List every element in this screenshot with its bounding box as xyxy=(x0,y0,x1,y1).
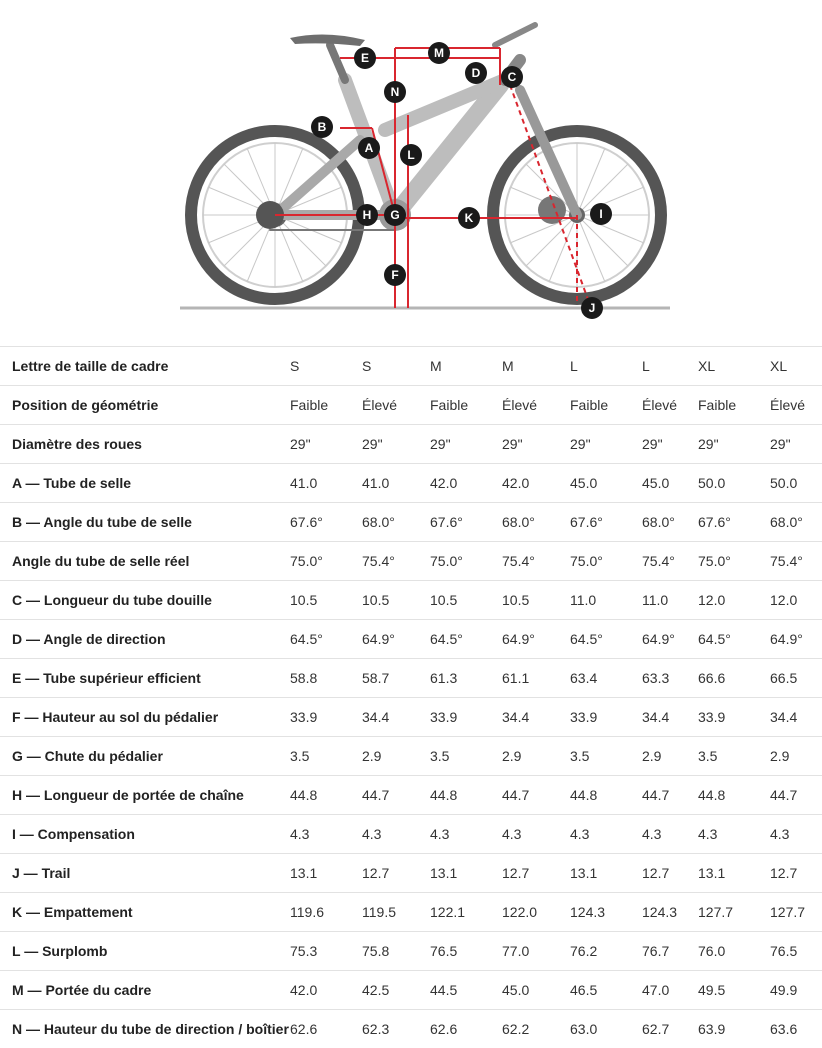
table-cell: 66.6 xyxy=(698,659,770,698)
table-cell: 58.8 xyxy=(290,659,362,698)
table-cell: 12.7 xyxy=(502,854,570,893)
table-cell: 2.9 xyxy=(770,737,822,776)
table-cell: 64.5° xyxy=(290,620,362,659)
table-cell: 64.9° xyxy=(502,620,570,659)
table-cell: 42.0 xyxy=(430,464,502,503)
table-row xyxy=(0,581,822,620)
table-cell: 13.1 xyxy=(430,854,502,893)
table-cell: 33.9 xyxy=(570,698,642,737)
table-row xyxy=(0,659,822,698)
row-label: B — Angle du tube de selle xyxy=(0,503,290,542)
bike-frame xyxy=(256,25,577,231)
table-cell: 75.8 xyxy=(362,932,430,971)
table-cell: 68.0° xyxy=(642,503,698,542)
table-cell: 68.0° xyxy=(362,503,430,542)
table-cell: 61.1 xyxy=(502,659,570,698)
marker-e-label: E xyxy=(361,51,369,65)
table-cell: 44.7 xyxy=(362,776,430,815)
table-row xyxy=(0,503,822,542)
table-cell: 4.3 xyxy=(290,815,362,854)
table-cell: 34.4 xyxy=(362,698,430,737)
table-cell: Faible xyxy=(430,386,502,425)
table-cell: 67.6° xyxy=(290,503,362,542)
table-cell: 64.9° xyxy=(362,620,430,659)
table-cell: 127.7 xyxy=(770,893,822,932)
bike-geometry-svg xyxy=(0,0,822,346)
table-cell: 44.8 xyxy=(570,776,642,815)
table-cell: 76.5 xyxy=(770,932,822,971)
table-cell: 11.0 xyxy=(570,581,642,620)
table-cell: 44.8 xyxy=(430,776,502,815)
row-label: Angle du tube de selle réel xyxy=(0,542,290,581)
table-cell: 34.4 xyxy=(770,698,822,737)
table-cell: 45.0 xyxy=(502,971,570,1010)
table-cell: 44.7 xyxy=(642,776,698,815)
table-cell: 64.9° xyxy=(642,620,698,659)
marker-l-label: L xyxy=(407,148,414,162)
table-cell: 10.5 xyxy=(290,581,362,620)
table-cell: 76.2 xyxy=(570,932,642,971)
table-cell: 13.1 xyxy=(570,854,642,893)
table-cell: 4.3 xyxy=(362,815,430,854)
table-row xyxy=(0,464,822,503)
table-cell: 13.1 xyxy=(290,854,362,893)
table-cell: Faible xyxy=(698,386,770,425)
row-label: K — Empattement xyxy=(0,893,290,932)
table-cell: 44.5 xyxy=(430,971,502,1010)
table-cell: 77.0 xyxy=(502,932,570,971)
table-cell: 41.0 xyxy=(362,464,430,503)
table-cell: 29" xyxy=(502,425,570,464)
table-cell: 45.0 xyxy=(570,464,642,503)
table-cell: 4.3 xyxy=(698,815,770,854)
table-cell: 4.3 xyxy=(502,815,570,854)
marker-i xyxy=(590,203,612,225)
table-cell: 12.7 xyxy=(770,854,822,893)
table-cell: 11.0 xyxy=(642,581,698,620)
table-cell: 76.0 xyxy=(698,932,770,971)
table-cell: 63.6 xyxy=(770,1010,822,1048)
table-cell: 75.0° xyxy=(430,542,502,581)
table-cell: 64.9° xyxy=(770,620,822,659)
marker-k xyxy=(458,207,480,229)
table-cell: 122.1 xyxy=(430,893,502,932)
marker-m-label: M xyxy=(434,46,444,60)
table-cell: M xyxy=(502,347,570,386)
table-cell: 64.5° xyxy=(430,620,502,659)
marker-j xyxy=(581,297,603,319)
table-cell: 42.5 xyxy=(362,971,430,1010)
geometry-table xyxy=(0,346,822,1048)
table-cell: 33.9 xyxy=(430,698,502,737)
table-cell: 10.5 xyxy=(430,581,502,620)
row-label: E — Tube supérieur efficient xyxy=(0,659,290,698)
table-cell: 122.0 xyxy=(502,893,570,932)
marker-k-label: K xyxy=(465,211,474,225)
row-label: Lettre de taille de cadre xyxy=(0,347,290,386)
table-row xyxy=(0,815,822,854)
table-cell: 67.6° xyxy=(570,503,642,542)
marker-l xyxy=(400,144,422,166)
table-cell: Élevé xyxy=(770,386,822,425)
table-cell: Élevé xyxy=(362,386,430,425)
table-cell: Élevé xyxy=(642,386,698,425)
marker-d xyxy=(465,62,487,84)
table-cell: 10.5 xyxy=(502,581,570,620)
table-row xyxy=(0,542,822,581)
table-cell: 13.1 xyxy=(698,854,770,893)
row-label: H — Longueur de portée de chaîne xyxy=(0,776,290,815)
table-cell: 2.9 xyxy=(502,737,570,776)
marker-n xyxy=(384,81,406,103)
table-cell: 124.3 xyxy=(642,893,698,932)
table-cell: 3.5 xyxy=(570,737,642,776)
table-row xyxy=(0,698,822,737)
table-cell: 67.6° xyxy=(698,503,770,542)
table-row xyxy=(0,971,822,1010)
table-cell: 75.0° xyxy=(290,542,362,581)
row-label: Position de géométrie xyxy=(0,386,290,425)
row-label: I — Compensation xyxy=(0,815,290,854)
marker-i-label: I xyxy=(599,207,602,221)
table-cell: Faible xyxy=(570,386,642,425)
table-cell: M xyxy=(430,347,502,386)
row-label: F — Hauteur au sol du pédalier xyxy=(0,698,290,737)
table-cell: 4.3 xyxy=(430,815,502,854)
marker-a-label: A xyxy=(365,141,374,155)
table-cell: L xyxy=(642,347,698,386)
table-cell: 64.5° xyxy=(698,620,770,659)
table-row xyxy=(0,932,822,971)
table-cell: 12.7 xyxy=(642,854,698,893)
bike-geometry-diagram xyxy=(0,0,822,346)
table-cell: 66.5 xyxy=(770,659,822,698)
table-cell: 76.7 xyxy=(642,932,698,971)
table-cell: 42.0 xyxy=(502,464,570,503)
table-row xyxy=(0,620,822,659)
table-cell: 33.9 xyxy=(698,698,770,737)
marker-j-label: J xyxy=(589,301,596,315)
table-cell: 4.3 xyxy=(642,815,698,854)
table-cell: 62.6 xyxy=(430,1010,502,1048)
table-cell: 75.4° xyxy=(362,542,430,581)
table-cell: 10.5 xyxy=(362,581,430,620)
table-cell: 75.0° xyxy=(698,542,770,581)
row-label: L — Surplomb xyxy=(0,932,290,971)
table-cell: 58.7 xyxy=(362,659,430,698)
table-cell: 29" xyxy=(642,425,698,464)
table-cell: L xyxy=(570,347,642,386)
table-cell: 76.5 xyxy=(430,932,502,971)
marker-e xyxy=(354,47,376,69)
table-cell: 49.5 xyxy=(698,971,770,1010)
table-cell: 50.0 xyxy=(698,464,770,503)
row-label: G — Chute du pédalier xyxy=(0,737,290,776)
table-cell: 3.5 xyxy=(290,737,362,776)
table-cell: 50.0 xyxy=(770,464,822,503)
marker-g xyxy=(384,204,406,226)
table-cell: 62.7 xyxy=(642,1010,698,1048)
table-row xyxy=(0,347,822,386)
table-cell: 3.5 xyxy=(698,737,770,776)
table-cell: 29" xyxy=(290,425,362,464)
table-cell: 63.9 xyxy=(698,1010,770,1048)
table-cell: 44.8 xyxy=(698,776,770,815)
table-cell: 44.7 xyxy=(770,776,822,815)
marker-g-label: G xyxy=(390,208,399,222)
marker-a xyxy=(358,137,380,159)
table-cell: 44.8 xyxy=(290,776,362,815)
row-label: M — Portée du cadre xyxy=(0,971,290,1010)
table-cell: 29" xyxy=(698,425,770,464)
table-cell: 45.0 xyxy=(642,464,698,503)
table-cell: 75.0° xyxy=(570,542,642,581)
marker-f-label: F xyxy=(391,268,398,282)
marker-c-label: C xyxy=(508,70,517,84)
marker-b xyxy=(311,116,333,138)
table-cell: 63.4 xyxy=(570,659,642,698)
table-cell: 62.6 xyxy=(290,1010,362,1048)
table-cell: 4.3 xyxy=(770,815,822,854)
table-cell: 3.5 xyxy=(430,737,502,776)
row-label: C — Longueur du tube douille xyxy=(0,581,290,620)
marker-h xyxy=(356,204,378,226)
table-cell: S xyxy=(290,347,362,386)
table-cell: 63.3 xyxy=(642,659,698,698)
table-cell: 49.9 xyxy=(770,971,822,1010)
marker-c xyxy=(501,66,523,88)
table-cell: 29" xyxy=(430,425,502,464)
geometry-table-body xyxy=(0,347,822,1048)
table-cell: Faible xyxy=(290,386,362,425)
table-cell: 29" xyxy=(362,425,430,464)
marker-b-label: B xyxy=(318,120,327,134)
table-cell: 62.2 xyxy=(502,1010,570,1048)
table-cell: 33.9 xyxy=(290,698,362,737)
table-cell: 12.7 xyxy=(362,854,430,893)
table-cell: 75.3 xyxy=(290,932,362,971)
table-cell: 68.0° xyxy=(770,503,822,542)
table-cell: 47.0 xyxy=(642,971,698,1010)
table-row xyxy=(0,737,822,776)
row-label: Diamètre des roues xyxy=(0,425,290,464)
table-cell: 34.4 xyxy=(642,698,698,737)
table-cell: 29" xyxy=(570,425,642,464)
marker-d-label: D xyxy=(472,66,481,80)
table-cell: 62.3 xyxy=(362,1010,430,1048)
table-cell: 64.5° xyxy=(570,620,642,659)
table-cell: XL xyxy=(698,347,770,386)
table-cell: 42.0 xyxy=(290,971,362,1010)
table-cell: 46.5 xyxy=(570,971,642,1010)
table-cell: 119.5 xyxy=(362,893,430,932)
table-cell: 4.3 xyxy=(570,815,642,854)
table-cell: 34.4 xyxy=(502,698,570,737)
marker-f xyxy=(384,264,406,286)
table-row xyxy=(0,1010,822,1048)
table-cell: 68.0° xyxy=(502,503,570,542)
table-cell: 124.3 xyxy=(570,893,642,932)
table-row xyxy=(0,425,822,464)
table-cell: 67.6° xyxy=(430,503,502,542)
marker-h-label: H xyxy=(363,208,372,222)
table-row xyxy=(0,854,822,893)
table-row xyxy=(0,386,822,425)
table-cell: Élevé xyxy=(502,386,570,425)
table-cell: 61.3 xyxy=(430,659,502,698)
row-label: A — Tube de selle xyxy=(0,464,290,503)
row-label: N — Hauteur du tube de direction / boîtier xyxy=(0,1010,290,1048)
table-cell: 75.4° xyxy=(770,542,822,581)
table-row xyxy=(0,776,822,815)
table-cell: 63.0 xyxy=(570,1010,642,1048)
marker-n-label: N xyxy=(391,85,400,99)
table-cell: 2.9 xyxy=(362,737,430,776)
table-cell: 119.6 xyxy=(290,893,362,932)
row-label: J — Trail xyxy=(0,854,290,893)
row-label: D — Angle de direction xyxy=(0,620,290,659)
table-cell: S xyxy=(362,347,430,386)
table-cell: 29" xyxy=(770,425,822,464)
table-cell: 75.4° xyxy=(642,542,698,581)
table-cell: 127.7 xyxy=(698,893,770,932)
table-cell: 41.0 xyxy=(290,464,362,503)
marker-m xyxy=(428,42,450,64)
table-cell: 12.0 xyxy=(698,581,770,620)
table-cell: 12.0 xyxy=(770,581,822,620)
table-row xyxy=(0,893,822,932)
table-cell: 75.4° xyxy=(502,542,570,581)
table-cell: 2.9 xyxy=(642,737,698,776)
table-cell: 44.7 xyxy=(502,776,570,815)
table-cell: XL xyxy=(770,347,822,386)
